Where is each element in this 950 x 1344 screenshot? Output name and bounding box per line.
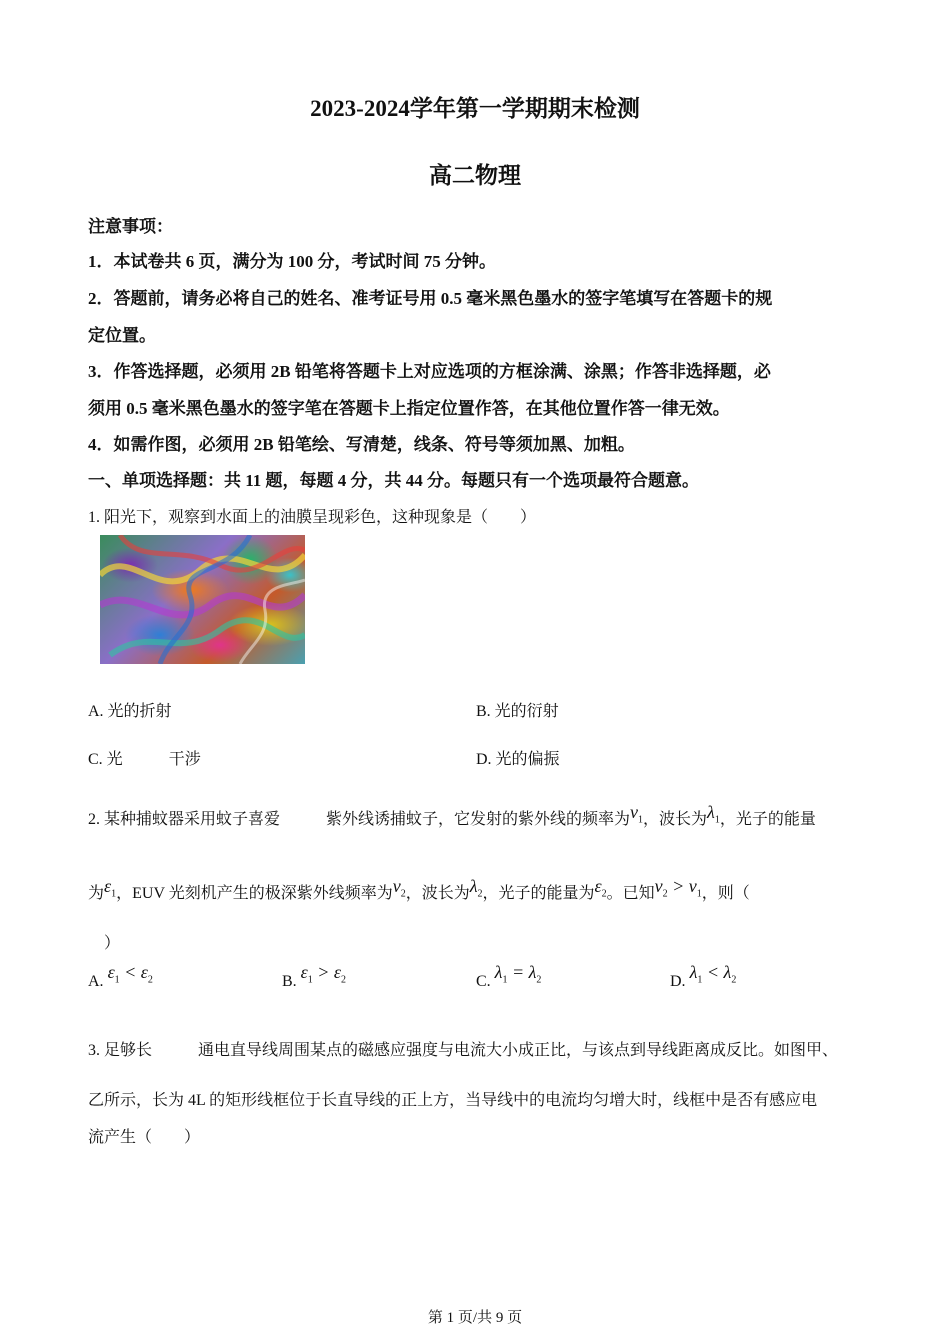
q2-text-6: ，EUV 光刻机产生的极深紫外线频率为 (116, 885, 393, 902)
q2-option-b[interactable] (282, 962, 347, 994)
exam-title: 2023-2024学年第一学期期末检测 (310, 96, 640, 121)
notice-item-3-line-1: 3．作答选择题，必须用 2B 铅笔将答题卡上对应选项的方框涂满、涂黑；作答非选择题，必 (88, 362, 771, 381)
q2-stem-line-3: ） (104, 935, 121, 952)
q2-option-d-label: D. (670, 973, 686, 990)
q2-text-5: 为 (88, 885, 105, 902)
epsilon2-symbol: $\varepsilon_2$ (594, 876, 607, 900)
q1-stem: 1. 阳光下，观察到水面上的油膜呈现彩色，这种现象是（ ） (88, 509, 537, 526)
q2-text-9: 。已知 (606, 885, 655, 902)
q2-text-2: 紫外线诱捕蚊子，它发射的紫外线的频率为 (326, 811, 631, 828)
lambda1-symbol: $\lambda_1$ (707, 802, 720, 826)
q3-stem-line-1 (88, 1037, 838, 1060)
lambda2-symbol: $\lambda_2$ (469, 876, 483, 900)
q1-option-c-part1: C. 光 (88, 751, 123, 768)
q3-text-1: 3. 足够长 (88, 1042, 153, 1059)
q2-option-b-label: B. (282, 973, 297, 990)
q1-option-a[interactable]: A. 光的折射 (88, 703, 172, 720)
nu-inequality: $\nu_2 > \nu_1$ (654, 876, 702, 900)
q2-stem-line-2 (88, 876, 750, 906)
q2-option-b-formula: $\varepsilon_1 > \varepsilon_2$ (300, 962, 347, 986)
notice-item-2-line-1: 2．答题前，请务必将自己的姓名、准考证号用 0.5 毫米黑色墨水的签字笔填写在答题卡的规 (88, 289, 773, 308)
notice-heading: 注意事项： (88, 217, 173, 236)
q2-text-8: ，光子的能量为 (482, 885, 595, 902)
q2-text-3: ，波长为 (643, 811, 708, 828)
notice-item-4: 4．如需作图，必须用 2B 铅笔绘、写清楚，线条、符号等须加黑、加粗。 (88, 435, 635, 454)
q2-option-c-label: C. (476, 973, 491, 990)
q3-stem-line-3: 流产生（ ） (88, 1129, 201, 1146)
q1-option-b[interactable]: B. 光的衍射 (476, 703, 559, 720)
q1-option-c-part2: 干涉 (168, 751, 201, 768)
q2-option-a-label: A. (88, 973, 104, 990)
q2-text-4: ，光子的能量 (719, 811, 816, 828)
notice-item-3-line-2: 须用 0.5 毫米黑色墨水的签字笔在答题卡上指定位置作答，在其他位置作答一律无效。 (88, 399, 730, 418)
q2-text-7: ，波长为 (405, 885, 470, 902)
nu2-symbol: $\nu_2$ (392, 876, 406, 900)
q2-text-1: 2. 某种捕蚊器采用蚊子喜爱 (88, 811, 281, 828)
q3-text-2: 通电直导线周围某点的磁感应强度与电流大小成正比，与该点到导线距离成反比。如图甲、 (198, 1042, 839, 1059)
section-heading: 一、单项选择题：共 11 题，每题 4 分，共 44 分。每题只有一个选项最符合题意。 (88, 471, 700, 490)
oil-film-photo (100, 535, 305, 664)
exam-subtitle: 高二物理 (429, 163, 521, 188)
oil-film-swirls (100, 535, 305, 664)
q2-text-10: ，则（ (701, 885, 750, 902)
q2-option-d[interactable] (670, 962, 737, 994)
q2-option-d-formula: $\lambda_1 < \lambda_2$ (689, 962, 737, 986)
q1-option-d[interactable]: D. 光的偏振 (476, 751, 560, 768)
q2-option-a[interactable] (88, 962, 153, 994)
notice-item-1: 1．本试卷共 6 页，满分为 100 分，考试时间 75 分钟。 (88, 252, 496, 271)
nu1-symbol: $\nu_1$ (630, 802, 644, 826)
q3-stem-line-2: 乙所示，长为 4L 的矩形线框位于长直导线的正上方，当导线中的电流均匀增大时，线框中是否有感应电 (88, 1092, 818, 1109)
q2-stem-line-1 (88, 802, 816, 832)
q2-option-c-formula: $\lambda_1 = \lambda_2$ (494, 962, 542, 986)
q1-option-c[interactable] (88, 746, 201, 769)
page-footer: 第 1 页/共 9 页 (427, 1310, 523, 1326)
q2-option-c[interactable] (476, 962, 542, 994)
epsilon1-symbol: $\varepsilon_1$ (104, 876, 117, 900)
notice-item-2-line-2: 定位置。 (88, 326, 156, 345)
q2-option-a-formula: $\varepsilon_1 < \varepsilon_2$ (107, 962, 153, 986)
